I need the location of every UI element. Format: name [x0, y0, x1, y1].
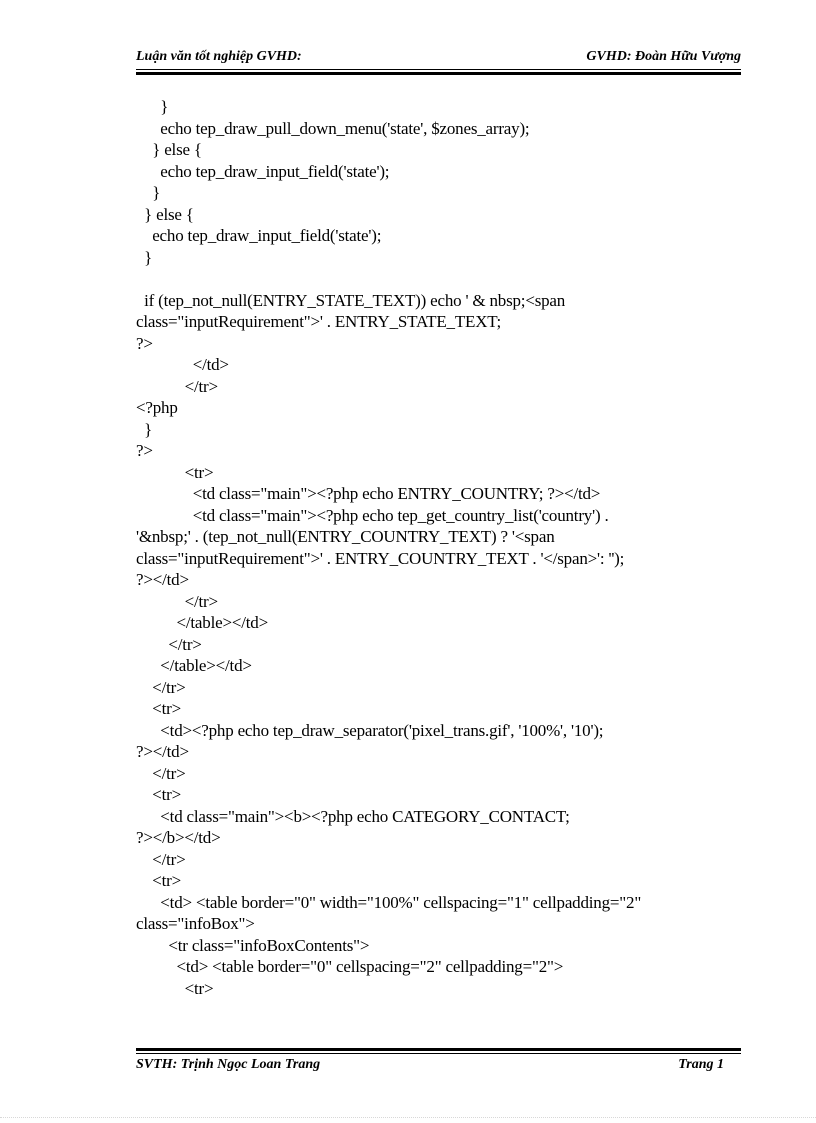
- code-line: ?></td>: [136, 570, 189, 589]
- code-line: class="inputRequirement">' . ENTRY_STATE_TEXT;: [136, 312, 502, 331]
- page-header: [136, 49, 741, 69]
- code-line: <tr>: [136, 699, 181, 718]
- code-line: <td> <table border="0" width="100%" cellspacing="1" cellpadding="2": [136, 892, 642, 912]
- code-line: '&nbsp;' . (tep_not_null(ENTRY_COUNTRY_TEXT) ? '<span: [136, 527, 555, 546]
- code-line: }: [136, 247, 153, 267]
- header-rule-thick: [136, 72, 741, 75]
- code-line: } else {: [136, 140, 202, 159]
- code-line: <tr>: [136, 462, 214, 482]
- code-line: <td class="main"><b><?php echo CATEGORY_CONTACT;: [136, 806, 570, 826]
- code-line: <td class="main"><?php echo ENTRY_COUNTRY; ?></td>: [136, 484, 601, 503]
- code-line: <tr class="infoBoxContents">: [136, 935, 370, 955]
- footer-left-text: SVTH: Trịnh Ngọc Loan Trang: [136, 1057, 321, 1072]
- code-line: }: [136, 183, 161, 202]
- code-line: } else {: [136, 204, 194, 224]
- code-line: </table></td>: [136, 656, 252, 675]
- code-line: }: [136, 97, 169, 116]
- code-line: echo tep_draw_input_field('state');: [136, 226, 382, 245]
- code-line: </tr>: [136, 634, 202, 654]
- code-line: echo tep_draw_pull_down_menu('state', $zones_array);: [136, 118, 530, 138]
- header-rule-thin: [136, 69, 741, 70]
- code-line: </tr>: [136, 376, 218, 396]
- code-listing: [136, 96, 746, 999]
- code-line: <tr>: [136, 785, 181, 804]
- header-right-text: GVHD: Đoàn Hữu Vượng: [586, 49, 741, 64]
- code-line: class="inputRequirement">' . ENTRY_COUNTRY_TEXT . '</span>': '');: [136, 548, 625, 568]
- code-line: if (tep_not_null(ENTRY_STATE_TEXT)) echo ' & nbsp;<span: [136, 290, 566, 310]
- code-line: </tr>: [136, 763, 186, 783]
- code-line: echo tep_draw_input_field('state');: [136, 161, 390, 181]
- code-line: ?>: [136, 333, 153, 353]
- code-line: class="infoBox">: [136, 914, 255, 933]
- header-left-text: Luận văn tốt nghiệp GVHD:: [136, 49, 302, 64]
- footer-rule-thin: [136, 1053, 741, 1054]
- code-line: ?></td>: [136, 742, 189, 761]
- code-line: [136, 268, 746, 290]
- code-line: <td> <table border="0" cellspacing="2" cellpadding="2">: [136, 957, 564, 976]
- code-line: <td><?php echo tep_draw_separator('pixel_trans.gif', '100%', '10');: [136, 720, 604, 740]
- page-footer: [136, 1057, 724, 1077]
- code-line: }: [136, 419, 153, 439]
- code-line: ?>: [136, 441, 153, 460]
- footer-page-number: Trang 1: [678, 1057, 724, 1072]
- code-line: <?php: [136, 398, 178, 417]
- code-line: </tr>: [136, 849, 186, 869]
- code-line: <td class="main"><?php echo tep_get_country_list('country') .: [136, 505, 609, 525]
- code-line: <tr>: [136, 978, 214, 998]
- footer-rule-thick: [136, 1048, 741, 1051]
- code-line: </table></td>: [136, 613, 268, 632]
- code-line: </tr>: [136, 591, 218, 611]
- code-line: <tr>: [136, 871, 181, 890]
- code-line: ?></b></td>: [136, 828, 221, 847]
- code-line: </td>: [136, 355, 229, 374]
- page-bottom-divider: [0, 1117, 816, 1119]
- code-line: </tr>: [136, 677, 186, 697]
